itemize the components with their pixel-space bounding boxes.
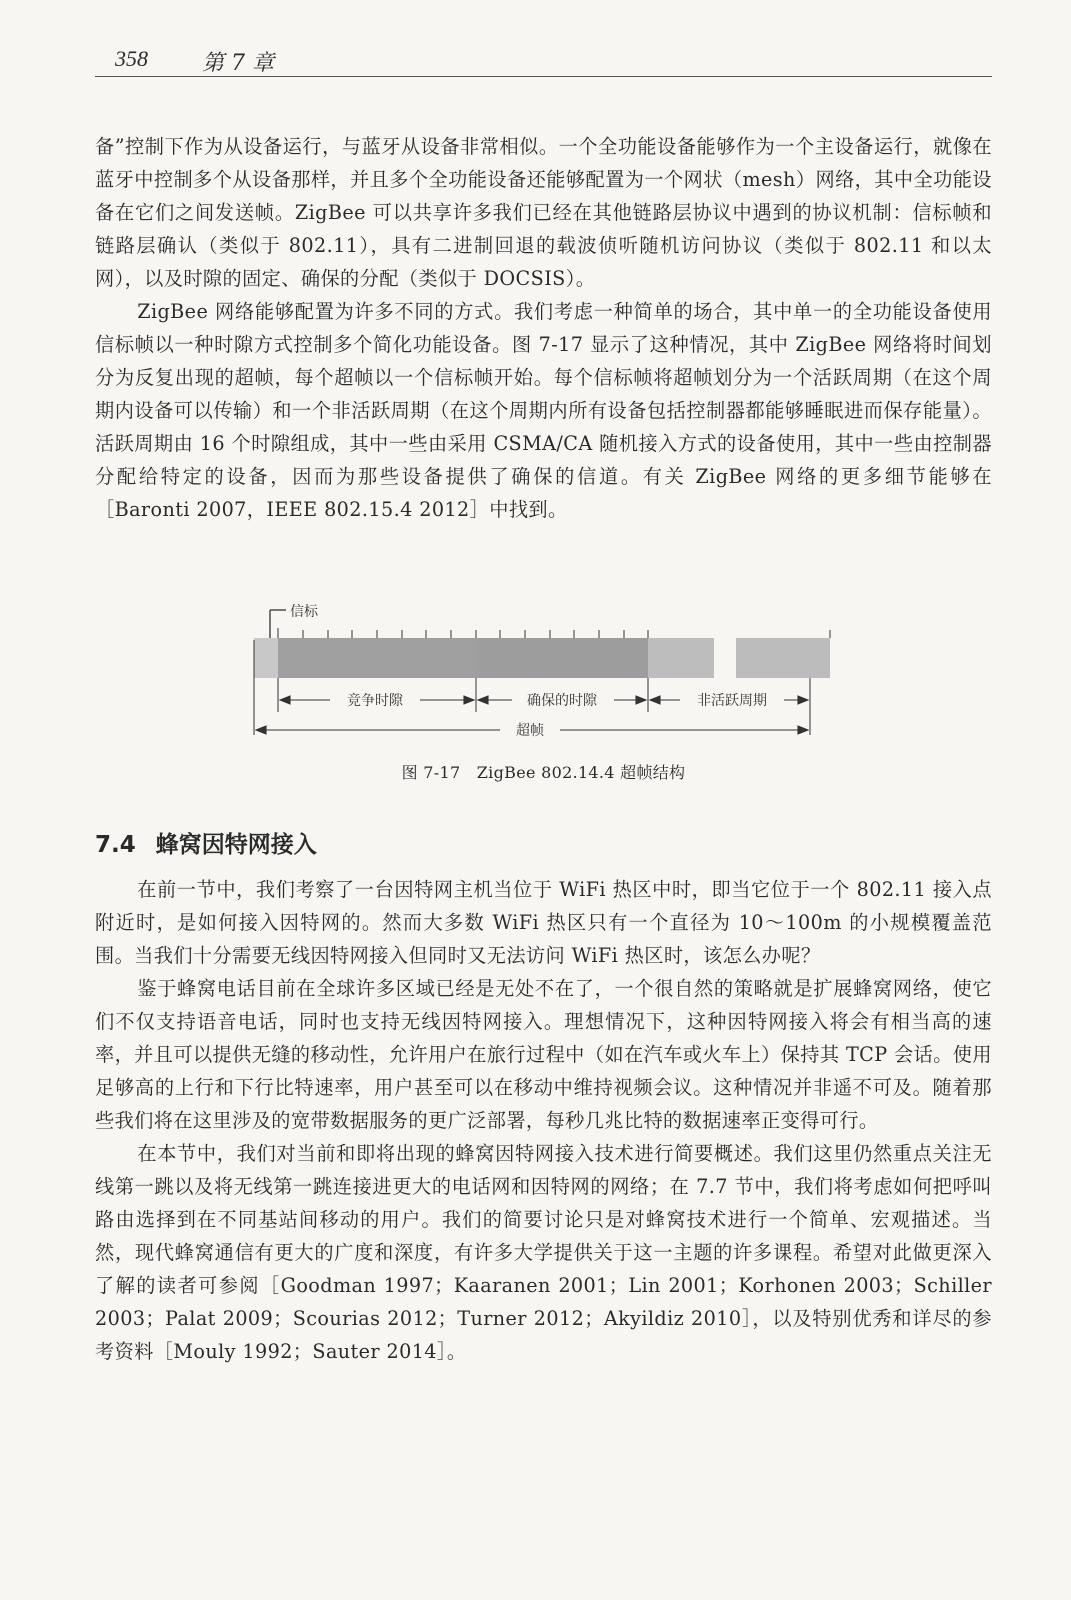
inactive-period-bar-2 bbox=[736, 638, 830, 678]
page-number: 358 bbox=[115, 46, 148, 71]
chapter-label: 第 7 章 bbox=[202, 51, 274, 76]
paragraph: 备”控制下作为从设备运行，与蓝牙从设备非常相似。一个全功能设备能够作为一个主设备运行，就像在蓝牙中控制多个从设备那样，并且多个全功能设备还能够配置为一个网状（mesh）网络，其中全功能设备在它们之间发送帧。ZigBee 可以共享许多我们已经在其他链路层协议中遇到的协议机制：信标帧和链路层确认（类似于 802.11），具有二进制回退的载波侦听随机访问协议（类似于 802.11 和以太网），以及时隙的固定、确保的分配（类似于 DOCSIS）。 bbox=[95, 135, 992, 290]
contention-label: 竞争时隙 bbox=[347, 693, 403, 709]
slot-ticks bbox=[278, 628, 830, 638]
paragraph: 在前一节中，我们考察了一台因特网主机当位于 WiFi 热区中时，即当它位于一个 802.11 接入点附近时，是如何接入因特网的。然而大多数 WiFi 热区只有一个直径为 10～100m 的小规模覆盖范围。当我们十分需要无线因特网接入但同时又无法访问 WiFi 热区时，该怎么办呢？ bbox=[95, 878, 992, 967]
section-heading bbox=[95, 826, 317, 859]
paragraph: 在本节中，我们对当前和即将出现的蜂窝因特网接入技术进行简要概述。我们这里仍然重点关注无线第一跳以及将无线第一跳连接进更大的电话网和因特网的网络；在 7.7 节中，我们将考虑如何把呼叫路由选择到在不同基站间移动的用户。我们的简要讨论只是对蜂窝技术进行一个简单、宏观描述。当然，现代蜂窝通信有更大的广度和深度，有许多大学提供关于这一主题的许多课程。希望对此做更深入了解的读者可参阅［Goodman 1997；Kaaranen 2001；Lin 2001；Korhonen 2003；Schiller 2003；Palat 2009；Scourias 2012；Turner 2012；Akyildiz 2010］，以及特别优秀和详尽的参考资料［Mouly 1992；Sauter 2014］。 bbox=[95, 1142, 992, 1363]
beacon-slot bbox=[254, 638, 278, 678]
text-block-top bbox=[95, 130, 992, 526]
superframe-label: 超帧 bbox=[516, 723, 544, 739]
inactive-label: 非活跃周期 bbox=[697, 693, 767, 709]
guaranteed-period-bar bbox=[476, 638, 648, 678]
figure-caption: 图 7-17 ZigBee 802.14.4 超帧结构 bbox=[401, 763, 686, 782]
guaranteed-label: 确保的时隙 bbox=[527, 693, 597, 709]
paragraph: 鉴于蜂窝电话目前在全球许多区域已经是无处不在了，一个很自然的策略就是扩展蜂窝网络，使它们不仅支持语音电话，同时也支持无线因特网接入。理想情况下，这种因特网接入将会有相当高的速率，并且可以提供无缝的移动性，允许用户在旅行过程中（如在汽车或火车上）保持其 TCP 会话。使用足够高的上行和下行比特速率，用户甚至可以在移动中维持视频会议。这种情况并非遥不可及。随着那些我们将在这里涉及的宽带数据服务的更广泛部署，每秒几兆比特的数据速率正变得可行。 bbox=[95, 977, 992, 1132]
inactive-period-bar bbox=[648, 638, 714, 678]
contention-period-bar bbox=[278, 638, 476, 678]
beacon-label: 信标 bbox=[290, 604, 318, 620]
section-title: 蜂窝因特网接入 bbox=[155, 832, 317, 858]
page-header bbox=[95, 44, 992, 77]
section-number: 7.4 bbox=[95, 832, 136, 858]
text-block-bottom bbox=[95, 873, 992, 1368]
paragraph: ZigBee 网络能够配置为许多不同的方式。我们考虑一种简单的场合，其中单一的全功能设备使用信标帧以一种时隙方式控制多个简化功能设备。图 7-17 显示了这种情况，其中 ZigBee 网络将时间划分为反复出现的超帧，每个超帧以一个信标帧开始。每个信标帧将超帧划分为一个活跃周期（在这个周期内设备可以传输）和一个非活跃周期（在这个周期内所有设备包括控制器都能够睡眠进而保存能量）。活跃周期由 16 个时隙组成，其中一些由采用 CSMA/CA 随机接入方式的设备使用，其中一些由控制器分配给特定的设备，因而为那些设备提供了确保的信道。有关 ZigBee 网络的更多细节能够在［Baronti 2007，IEEE 802.15.4 2012］中找到。 bbox=[95, 300, 992, 521]
